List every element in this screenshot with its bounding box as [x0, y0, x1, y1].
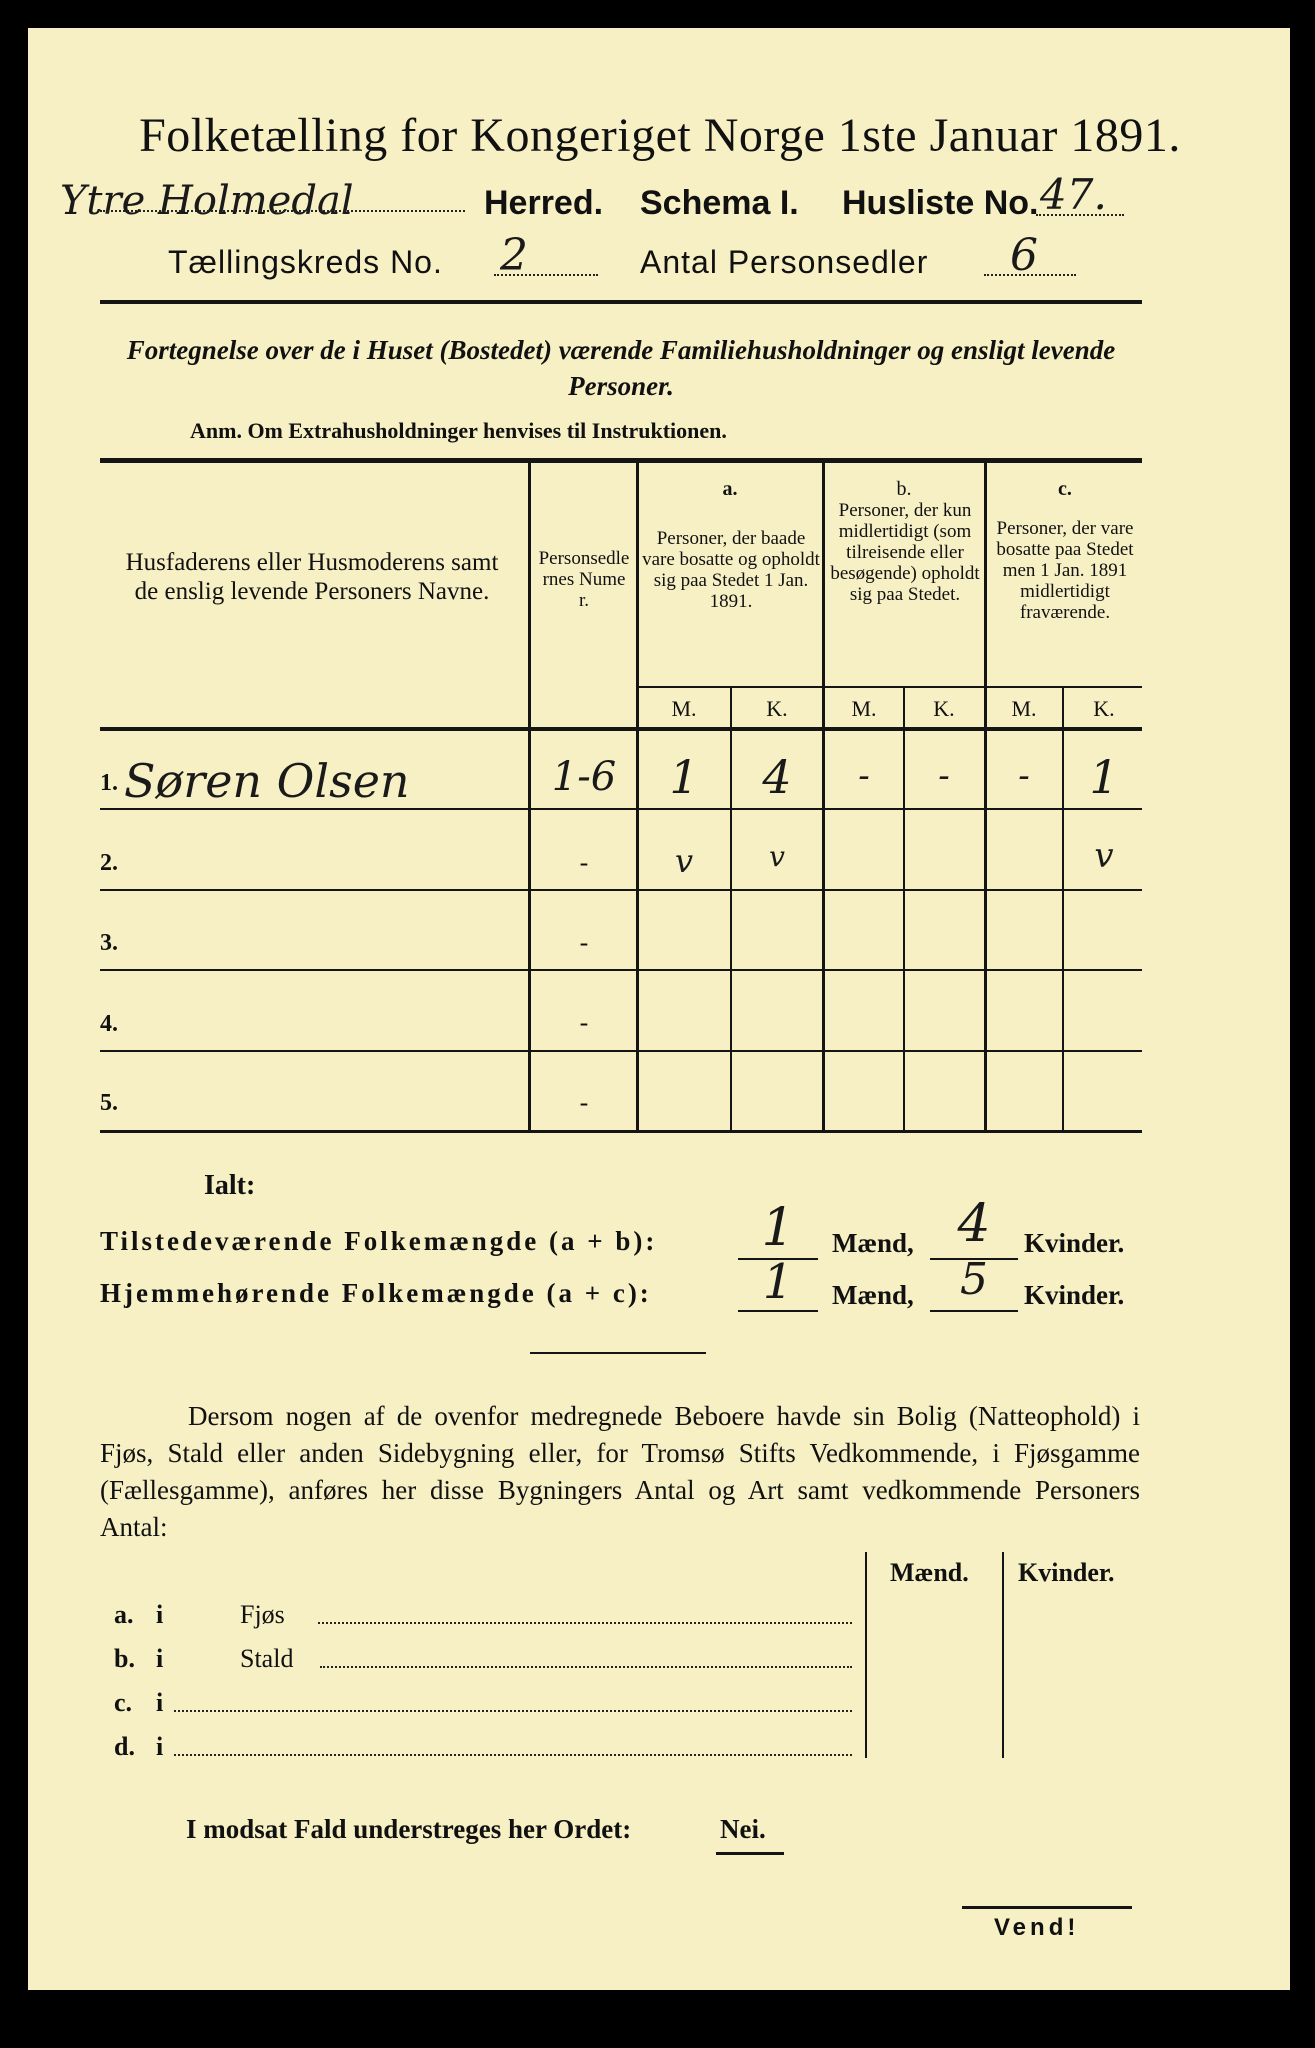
col-divider-cm [1062, 688, 1064, 1130]
building-label-stald: Stald [240, 1644, 294, 1673]
antal-value: 6 [1010, 230, 1038, 281]
col-num-header: Personsedlernes Numer. [538, 548, 630, 611]
husliste-dotted-line [1036, 214, 1124, 216]
buildings-maend-header: Mænd. [890, 1558, 969, 1587]
col-divider-a [822, 462, 825, 1130]
building-letter: c. [114, 1688, 133, 1717]
row-line-1 [100, 808, 1142, 810]
schema-label: Schema I. [640, 184, 799, 222]
hjemme-kvinder-label: Kvinder. [1024, 1280, 1125, 1310]
building-i: i [156, 1644, 164, 1673]
building-letter: b. [114, 1644, 135, 1673]
buildings-divider-right [1002, 1552, 1004, 1758]
building-i: i [156, 1600, 164, 1629]
col-divider-bm [903, 688, 905, 1130]
row-number: 5. [100, 1090, 118, 1116]
col-b-header: Personer, der kun midlertidigt (som tilreisende eller besøgende) opholdt sig paa Stedet. [830, 500, 980, 605]
vend-label: Vend! [994, 1914, 1080, 1941]
building-label-fjos: Fjøs [240, 1600, 285, 1629]
subtitle: Fortegnelse over de i Huset (Bostedet) værende Familiehusholdninger og ensligt levende Personer. [126, 335, 1116, 401]
nei-underline [716, 1852, 784, 1855]
cell-a-k: 4 [762, 750, 792, 804]
tilstede-label: Tilstedeværende Folkemængde (a + b): [100, 1226, 658, 1256]
herred-label: Herred. [484, 184, 604, 222]
col-divider-num [636, 462, 639, 1130]
row-number: 3. [100, 930, 118, 956]
hjemme-label: Hjemmehørende Folkemængde (a + c): [100, 1278, 652, 1308]
col-b-letter: b. [896, 478, 912, 500]
col-c-m: M. [1011, 696, 1037, 721]
person-numbers: - [579, 848, 589, 877]
cell-a-m: 1 [669, 750, 699, 804]
cell-c-m: - [1018, 756, 1030, 796]
row-number: 2. [100, 850, 118, 876]
herred-value: Ytre Holmedal [60, 178, 354, 224]
cell-c-k: v [1094, 836, 1114, 876]
header-divider [100, 300, 1142, 304]
col-name-header: Husfaderens eller Husmoderens samt de enslig levende Personers Navne. [125, 549, 499, 605]
cell-b-m: - [858, 756, 870, 796]
col-a-letter: a. [722, 478, 738, 500]
row-number: 4. [100, 1011, 118, 1037]
row-line-4 [100, 1050, 1142, 1052]
col-b-m: M. [851, 696, 877, 721]
col-divider-b [984, 462, 987, 1130]
cell-a-k: v [769, 840, 785, 873]
col-a-m: M. [671, 696, 697, 721]
building-letter: d. [114, 1732, 135, 1761]
herred-dotted-line [100, 210, 465, 212]
building-letter: a. [114, 1600, 134, 1629]
footer-word-nei: Nei. [720, 1814, 766, 1844]
col-a-k: K. [766, 696, 788, 721]
col-a-header: Personer, der baade vare bosatte og opholdt sig paa Stedet 1 Jan. 1891. [642, 528, 820, 612]
cell-c-k: 1 [1089, 750, 1119, 804]
row-line-2 [100, 889, 1142, 891]
section-divider [530, 1352, 706, 1354]
ialt-label: Ialt: [204, 1170, 256, 1201]
hjemme-maend-line [738, 1310, 818, 1312]
hjemme-maend-value: 1 [762, 1254, 794, 1310]
col-divider-am [730, 688, 732, 1130]
buildings-kvinder-header: Kvinder. [1018, 1558, 1115, 1587]
cell-a-m: v [674, 842, 694, 880]
row-line-3 [100, 969, 1142, 971]
cell-b-k: - [938, 756, 950, 796]
antal-dotted-line [984, 274, 1076, 276]
person-numbers: - [579, 1008, 589, 1037]
col-c-letter: c. [1058, 478, 1072, 500]
hjemme-maend-label: Mænd, [832, 1280, 914, 1310]
buildings-divider-left [865, 1552, 867, 1758]
census-form [28, 28, 1290, 1990]
buildings-paragraph: Dersom nogen af de ovenfor medregnede Beboere havde sin Bolig (Natteophold) i Fjøs, Stald eller anden Sidebygning eller, for Tromsø Stifts Vedkommende, i Fjøsgamme (Fællesgamme), anføres her disse Bygningers Antal og Art samt vedkommende Personers Antal: [100, 1401, 1140, 1542]
husliste-value: 47. [1040, 170, 1107, 219]
building-dots [174, 1754, 852, 1756]
hjemme-kvinder-line [930, 1310, 1018, 1312]
table-bottom-border [100, 1130, 1142, 1133]
building-dots [320, 1666, 852, 1668]
tilstede-kvinder-label: Kvinder. [1024, 1228, 1125, 1258]
building-dots [174, 1710, 852, 1712]
tilstede-kvinder-value: 4 [957, 1194, 991, 1254]
kreds-value: 2 [500, 230, 528, 281]
col-b-k: K. [933, 696, 955, 721]
building-dots [318, 1622, 852, 1624]
husliste-label: Husliste No. [842, 184, 1039, 222]
col-c-header: Personer, der vare bosatte paa Stedet men 1 Jan. 1891 midlertidigt fraværende. [996, 518, 1134, 623]
anm-note: Anm. Om Extrahusholdninger henvises til Instruktionen. [190, 418, 727, 443]
hjemme-kvinder-value: 5 [960, 1254, 988, 1305]
antal-label: Antal Personsedler [640, 244, 929, 280]
tilstede-maend-label: Mænd, [832, 1228, 914, 1258]
building-i: i [156, 1732, 164, 1761]
person-name: Søren Olsen [124, 754, 410, 808]
footer-text: I modsat Fald understreges her Ordet: [186, 1814, 632, 1844]
person-numbers: 1-6 [551, 754, 617, 800]
kreds-label: Tællingskreds No. [168, 244, 443, 280]
person-numbers: - [579, 928, 589, 957]
row-number: 1. [100, 770, 118, 796]
tilstede-maend-value: 1 [761, 1198, 795, 1258]
col-c-k: K. [1093, 696, 1115, 721]
col-divider-name [528, 462, 531, 1130]
page-title: Folketælling for Kongeriget Norge 1ste Januar 1891. [139, 109, 1181, 162]
vend-line [962, 1906, 1132, 1909]
mk-divider [638, 686, 1142, 688]
person-numbers: - [579, 1088, 589, 1117]
kreds-dotted-line [494, 274, 598, 276]
building-i: i [156, 1688, 164, 1717]
